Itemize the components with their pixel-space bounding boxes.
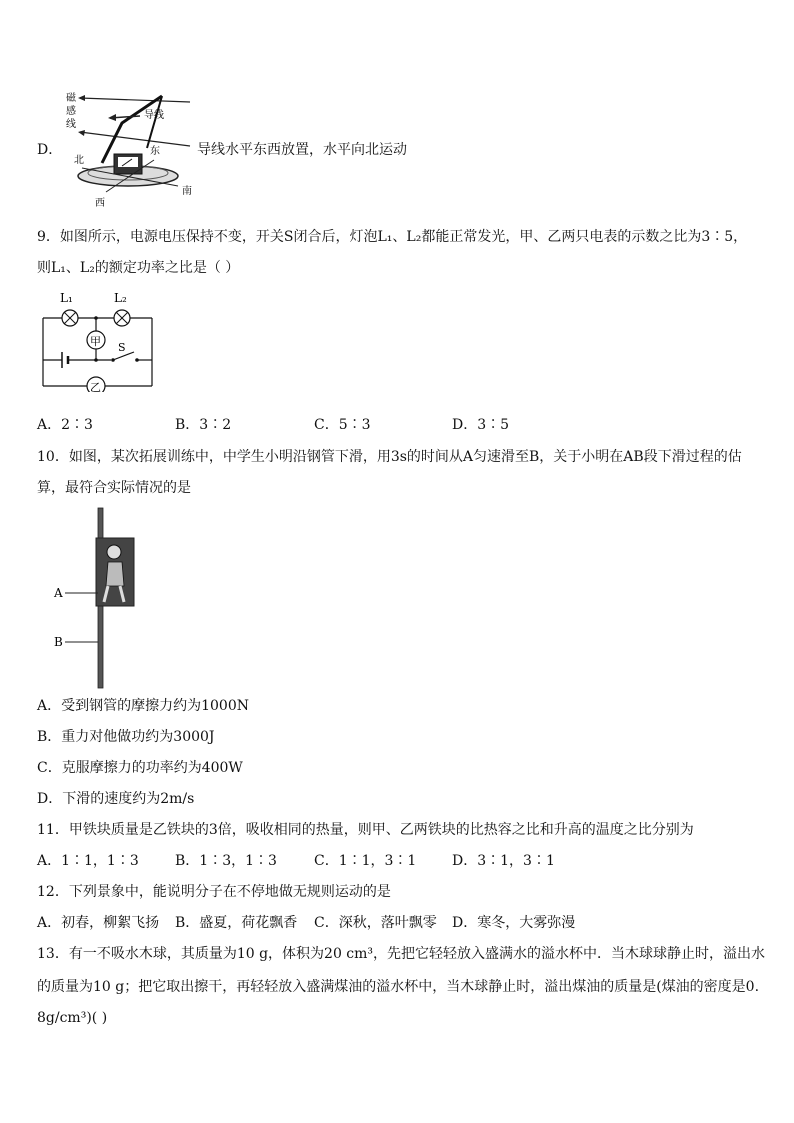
q12-option-a: A．初春，柳絮飞扬 — [37, 915, 160, 931]
figure-circuit — [38, 288, 158, 392]
q12-option-c: C．深秋，落叶飘零 — [314, 915, 437, 931]
q10-stem-line2: 算，最符合实际情况的是 — [37, 480, 191, 496]
field-label-char: 线 — [66, 119, 76, 130]
direction-east: 东 — [150, 146, 160, 157]
q10-option-a: A．受到钢管的摩擦力约为1000N — [37, 698, 249, 714]
q12-option-b: B．盛夏，荷花飘香 — [175, 915, 298, 931]
q9-stem-line2: 则L₁、L₂的额定功率之比是（ ） — [37, 260, 240, 276]
meter-jia: 甲 — [90, 335, 101, 348]
q13-stem-line1: 13．有一不吸水木球，其质量为10 g，体积为20 cm³，先把它轻轻放入盛满水的溢水杯中．当木球球静止时，溢出水 — [37, 946, 766, 962]
q10-option-c: C．克服摩擦力的功率约为400W — [37, 760, 243, 776]
option-d-text: 导线水平东西放置，水平向北运动 — [197, 142, 407, 158]
option-d-label: D． — [37, 142, 63, 158]
q9-option-b: B．3∶2 — [175, 417, 232, 433]
q12-option-d: D．寒冬，大雾弥漫 — [452, 915, 576, 931]
q12-stem: 12．下列景象中，能说明分子在不停地做无规则运动的是 — [37, 884, 391, 900]
direction-west: 西 — [95, 198, 105, 209]
q9-option-c: C．5∶3 — [314, 417, 371, 433]
figure-magnetic-field-wire — [62, 88, 194, 210]
label-l1: L₁ — [60, 291, 73, 305]
figure-sliding-pole — [50, 506, 150, 690]
q11-stem: 11．甲铁块质量是乙铁块的3倍，吸收相同的热量，则甲、乙两铁块的比热容之比和升高的温度之比分别为 — [37, 822, 694, 838]
q9-option-d: D．3∶5 — [452, 417, 510, 433]
point-a-label: A — [54, 586, 63, 600]
q9-stem-line1: 9．如图所示，电源电压保持不变，开关S闭合后，灯泡L₁、L₂都能正常发光，甲、乙两只电表的示数之比为3∶5， — [37, 229, 748, 245]
label-l2: L₂ — [114, 291, 127, 305]
q11-option-c: C．1∶1，3∶1 — [314, 853, 417, 869]
meter-yi: 乙 — [90, 381, 101, 392]
q10-option-b: B．重力对他做功约为3000J — [37, 729, 215, 745]
q11-option-a: A．1∶1，1∶3 — [37, 853, 139, 869]
field-label-char: 感 — [66, 106, 76, 117]
switch-label: S — [118, 341, 126, 354]
q11-option-d: D．3∶1，3∶1 — [452, 853, 555, 869]
q9-option-a: A．2∶3 — [37, 417, 93, 433]
wire-label: 导线 — [144, 110, 164, 121]
field-label-char: 磁 — [66, 93, 76, 104]
q13-stem-line3: 8g/cm³)( ) — [37, 1010, 108, 1026]
direction-north: 北 — [74, 155, 84, 166]
q13-stem-line2: 的质量为10 g；把它取出擦干，再轻轻放入盛满煤油的溢水杯中，当木球静止时，溢出煤油的质量是(煤油的密度是0. — [37, 979, 760, 995]
point-b-label: B — [54, 635, 63, 649]
q10-stem-line1: 10．如图，某次拓展训练中，中学生小明沿钢管下滑，用3s的时间从A匀速滑至B，关于小明在AB段下滑过程的估 — [37, 449, 742, 465]
direction-south: 南 — [182, 186, 192, 197]
q10-option-d: D．下滑的速度约为2m/s — [37, 791, 195, 807]
q11-option-b: B．1∶3，1∶3 — [175, 853, 277, 869]
